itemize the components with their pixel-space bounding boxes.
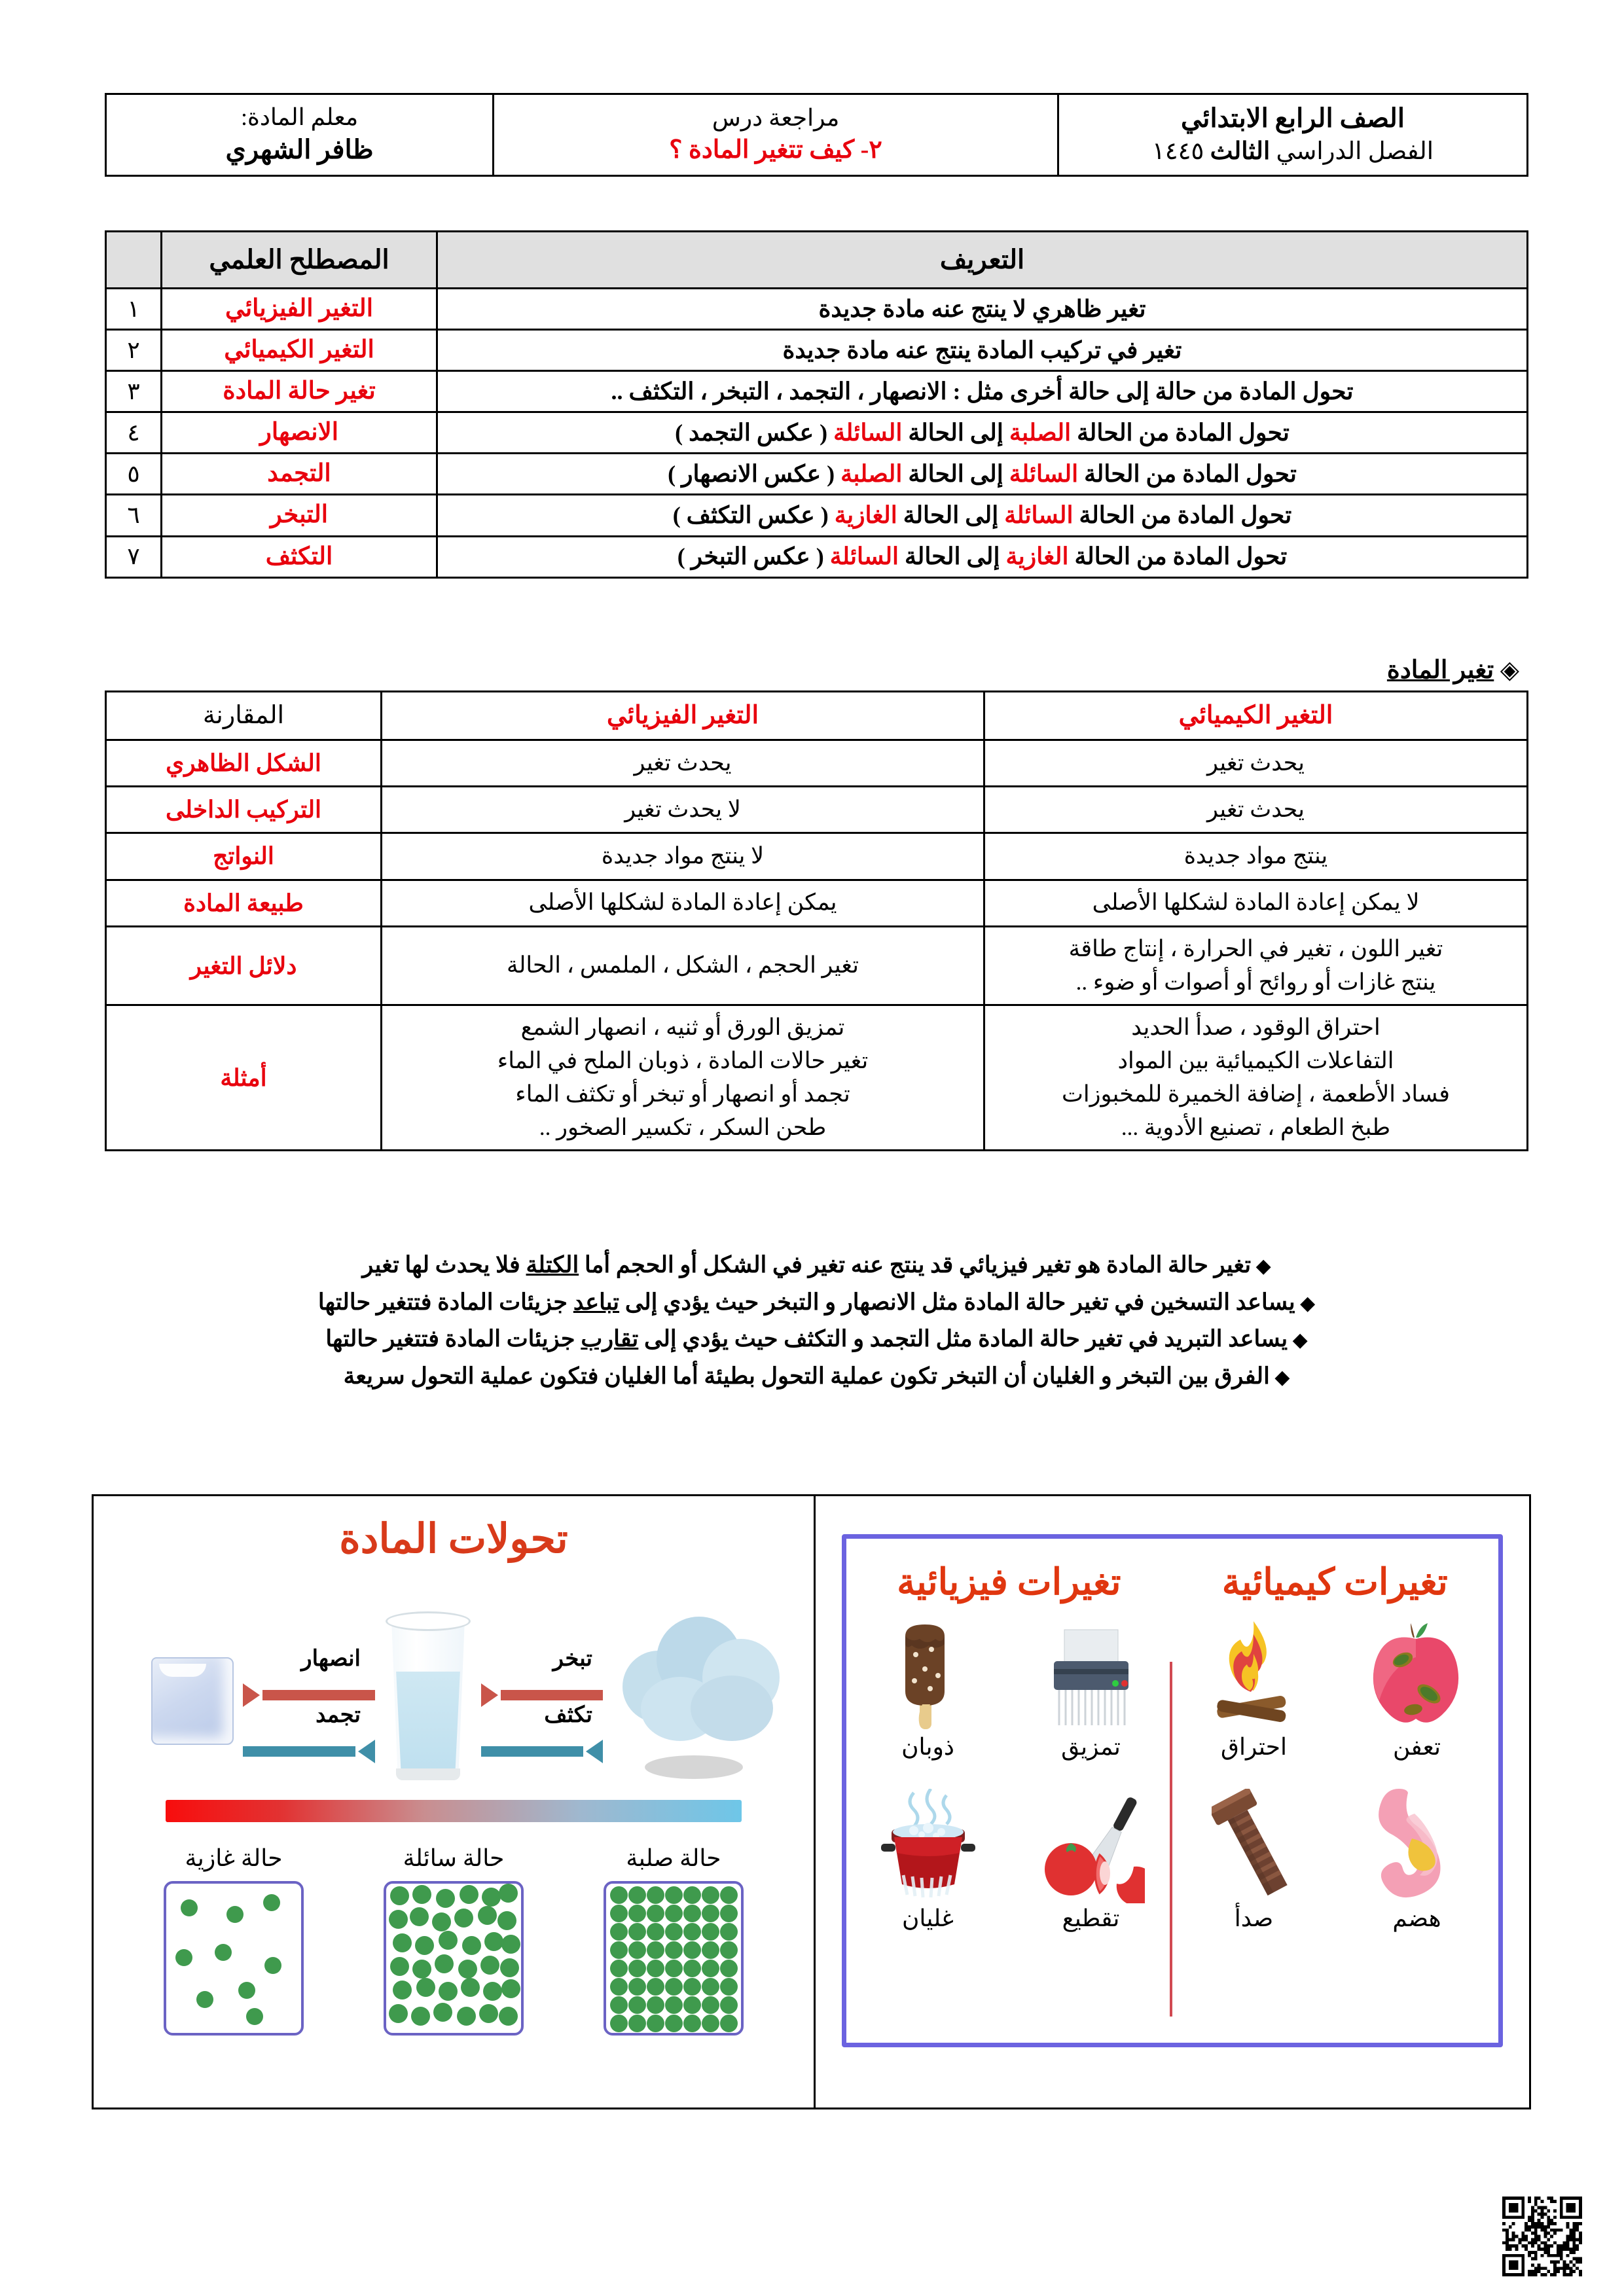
physical-change-cell: يحدث تغير <box>382 740 984 787</box>
particle-dot <box>500 1958 519 1977</box>
poster-item-caption: احتراق <box>1221 1734 1287 1760</box>
particle-dot <box>393 1981 412 2000</box>
transformations-title: تحولات المادة <box>339 1517 568 1562</box>
particle-dot <box>435 1954 454 1973</box>
particle-dot <box>458 1960 477 1979</box>
chemical-change-cell: ينتج مواد جديدة <box>984 833 1528 880</box>
ice-cube-icon <box>151 1657 234 1745</box>
term-definition-cell: تحول المادة من حالة إلى حالة أخرى مثل : الانصهار ، التجمد ، التبخر ، التكثف .. <box>437 371 1528 412</box>
note-line: ◆ يساعد التبريد في تغير حالة المادة مثل التجمد و التكثف حيث يؤدي إلى تقارب جزيئات المادة فتتغير حالتها <box>325 1326 1308 1352</box>
particle-dot <box>497 1911 516 1930</box>
state-label: حالة صلبة <box>626 1845 721 1871</box>
temperature-gradient-bar <box>166 1800 742 1822</box>
state-column <box>384 1844 524 2036</box>
poster-item-caption: غليان <box>901 1905 954 1931</box>
arrow-condensation <box>481 1703 603 1768</box>
term-name-cell: التبخر <box>162 495 437 536</box>
particle-dot <box>482 1888 501 1907</box>
comparison-label-cell: النواتج <box>106 833 382 880</box>
particle-dot <box>702 1923 719 1941</box>
particle-dot <box>720 1941 738 1959</box>
section-caption-text: تغير المادة <box>1386 656 1494 684</box>
arrow-label-freezing: تجمد <box>316 1703 361 1727</box>
table-row <box>106 412 1528 454</box>
particle-dot <box>462 1936 481 1955</box>
comparison-label-cell: طبيعة المادة <box>106 880 382 926</box>
comparison-head <box>106 692 1528 740</box>
terms-table-body <box>106 289 1528 578</box>
particle-dot <box>454 1909 473 1928</box>
table-row <box>106 926 1528 1005</box>
particle-dot <box>720 1978 738 1996</box>
particle-dot <box>238 1982 255 1999</box>
particle-dot <box>665 1923 683 1941</box>
particle-dot <box>390 1957 409 1976</box>
note-line: ◆ يساعد التسخين في تغير حالة المادة مثل الانصهار و التبخر حيث يؤدي إلى تباعد جزيئات المادة فتتغير حالتها <box>317 1289 1316 1315</box>
particle-dot <box>264 1957 281 1974</box>
particle-dot <box>389 2004 408 2023</box>
particle-dot <box>610 1996 628 2014</box>
particle-dot <box>610 1978 628 1996</box>
particle-dot <box>683 1923 701 1941</box>
particle-dot <box>501 1935 520 1954</box>
term-definition-cell: تحول المادة من الحالة الصلبة إلى الحالة السائلة ( عكس التجمد ) <box>437 412 1528 454</box>
particle-dot <box>460 1885 478 1904</box>
particle-dot <box>480 1956 499 1975</box>
term-definition-cell: تحول المادة من الحالة السائلة إلى الحالة الصلبة ( عكس الانصهار ) <box>437 454 1528 495</box>
particle-dot <box>610 2015 628 2032</box>
header-lesson-cell <box>494 94 1058 176</box>
teacher-label: معلم المادة: <box>240 103 359 130</box>
teacher-name: ظافر الشهري <box>225 135 374 165</box>
lesson-title: ٢- كيف تتغير المادة ؟ <box>669 136 882 164</box>
col-header-physical-change: التغير الفيزيائي <box>382 692 984 740</box>
particle-dot <box>410 1907 429 1926</box>
particle-dot <box>432 1912 451 1931</box>
particle-dot <box>720 1905 738 1922</box>
particle-dot <box>647 1960 664 1977</box>
bullet-icon: ◆ <box>1269 1367 1290 1389</box>
particle-dot <box>683 1905 701 1922</box>
term-name-cell: التكثف <box>162 536 437 577</box>
header-grade-cell <box>1058 94 1527 176</box>
particle-dot <box>647 1978 664 1996</box>
particle-dot <box>665 2015 683 2032</box>
term-definition-cell: تغير ظاهري لا ينتج عنه مادة جديدة <box>437 289 1528 330</box>
poster-half-chemical <box>1172 1613 1498 1956</box>
figure-transformations-cell <box>93 1496 815 2109</box>
particle-dot <box>628 1960 646 1977</box>
shredder-icon <box>1009 1613 1172 1732</box>
particle-dot <box>628 2015 646 2032</box>
particle-dot <box>702 1960 719 1977</box>
arrow-freezing <box>243 1703 375 1768</box>
comparison-table <box>105 691 1528 1151</box>
poster-item <box>1335 1784 1498 1956</box>
col-header-number <box>106 232 162 289</box>
poster-heading-chemical: تغيرات كيميائية <box>1221 1562 1448 1603</box>
bullet-icon: ◆ <box>1288 1329 1308 1352</box>
state-column <box>604 1844 744 2036</box>
transformations-diagram <box>94 1579 814 1795</box>
state-label: حالة غازية <box>185 1845 283 1871</box>
chemical-change-cell: لا يمكن إعادة المادة لشكلها الأصلى <box>984 880 1528 926</box>
comparison-header-row <box>106 692 1528 740</box>
arrow-label-melting: انصهار <box>301 1647 361 1671</box>
particle-dot <box>499 2007 518 2026</box>
term-name-cell: تغير حالة المادة <box>162 371 437 412</box>
comparison-body <box>106 740 1528 1151</box>
state-particle-box <box>604 1881 744 2036</box>
particle-dot <box>389 1910 408 1929</box>
table-row <box>106 740 1528 787</box>
bullet-icon: ◆ <box>1295 1292 1316 1314</box>
notes-list <box>105 1247 1528 1395</box>
water-glass-icon <box>388 1617 468 1776</box>
col-header-chemical-change: التغير الكيميائي <box>984 692 1528 740</box>
particle-dot <box>720 1923 738 1941</box>
table-row <box>106 371 1528 412</box>
knife-tomato-icon <box>1009 1784 1172 1903</box>
table-row <box>106 495 1528 536</box>
col-header-definition: التعريف <box>437 232 1528 289</box>
stomach-icon <box>1335 1784 1498 1903</box>
poster-item-caption: ذوبان <box>901 1734 954 1760</box>
particle-dot <box>416 1978 435 1997</box>
poster-item <box>846 1784 1009 1956</box>
physical-change-cell: تغير الحجم ، الشكل ، الملمس ، الحالة <box>382 926 984 1005</box>
term-definition-cell: تحول المادة من الحالة الغازية إلى الحالة السائلة ( عكس التبخر ) <box>437 536 1528 577</box>
particle-dot <box>647 1996 664 2014</box>
table-row <box>106 454 1528 495</box>
physical-change-cell: لا يحدث تغير <box>382 787 984 833</box>
particle-dot <box>702 1905 719 1922</box>
row-number-cell: ٥ <box>106 454 162 495</box>
particle-dot <box>499 1884 518 1903</box>
table-row <box>106 289 1528 330</box>
states-of-matter-row <box>94 1844 814 2036</box>
poster-item <box>1172 1613 1335 1784</box>
particle-dot <box>628 1886 646 1904</box>
particle-dot <box>683 1996 701 2014</box>
col-header-comparison: المقارنة <box>106 692 382 740</box>
table-row <box>106 330 1528 371</box>
ice-cream-icon <box>846 1613 1009 1732</box>
particle-dot <box>412 1885 431 1904</box>
col-header-term: المصطلح العلمي <box>162 232 437 289</box>
figures-row <box>93 1496 1530 2109</box>
particle-dot <box>647 1905 664 1922</box>
particle-dot <box>665 1905 683 1922</box>
particle-dot <box>412 1960 431 1979</box>
term-label <box>1068 136 1517 168</box>
particle-dot <box>226 1906 244 1923</box>
row-number-cell: ١ <box>106 289 162 330</box>
header-teacher-cell <box>106 94 494 176</box>
poster-item <box>1335 1613 1498 1784</box>
particle-dot <box>665 1996 683 2014</box>
comparison-label-cell: الشكل الظاهري <box>106 740 382 787</box>
state-particle-box <box>384 1881 524 2036</box>
term-prefix: الفصل الدراسي <box>1276 137 1434 165</box>
term-year: ١٤٤٥ <box>1151 137 1204 165</box>
particle-dot <box>647 2015 664 2032</box>
poster-item-caption: تعفن <box>1392 1734 1441 1760</box>
particle-dot <box>665 1886 683 1904</box>
particle-dot <box>610 1905 628 1922</box>
particle-dot <box>720 1960 738 1977</box>
particle-dot <box>246 2008 263 2025</box>
note-line: ◆ تغير حالة المادة هو تغير فيزيائي قد ينتج عنه تغير في الشكل أو الحجم أما الكتلة فلا يحدث لها تغير <box>362 1252 1271 1278</box>
comparison-label-cell: دلائل التغير <box>106 926 382 1005</box>
particle-dot <box>628 1923 646 1941</box>
particle-dot <box>647 1923 664 1941</box>
figure-changes-poster-cell <box>815 1496 1530 2109</box>
comparison-label-cell: التركيب الداخلى <box>106 787 382 833</box>
scientific-terms-table <box>105 230 1528 579</box>
poster-item <box>1172 1784 1335 1956</box>
physical-change-cell: يمكن إعادة المادة لشكلها الأصلى <box>382 880 984 926</box>
particle-dot <box>610 1886 628 1904</box>
physical-change-cell: لا ينتج مواد جديدة <box>382 833 984 880</box>
particle-dot <box>683 2015 701 2032</box>
particle-dot <box>610 1923 628 1941</box>
particle-dot <box>461 1978 480 1997</box>
particle-dot <box>720 2015 738 2032</box>
state-column <box>164 1844 304 2036</box>
particle-dot <box>702 1941 719 1959</box>
term-name-cell: التجمد <box>162 454 437 495</box>
physical-change-cell: تمزيق الورق أو ثنيه ، انصهار الشمع تغير حالات المادة ، ذوبان الملح في الماء تجمد أو انصهار أو تبخر أو تكثف الماء طحن السكر ، تكسير الصخور .. <box>382 1005 984 1151</box>
rotten-apple-icon <box>1335 1613 1498 1732</box>
poster-item <box>1009 1613 1172 1784</box>
particle-dot <box>702 1996 719 2014</box>
term-name: الثالث <box>1210 137 1271 165</box>
arrow-label-condensation: تكثف <box>544 1703 592 1727</box>
row-number-cell: ٧ <box>106 536 162 577</box>
poster-heading-physical: تغيرات فيزيائية <box>897 1562 1121 1603</box>
state-label: حالة سائلة <box>403 1845 505 1871</box>
particle-dot <box>628 1941 646 1959</box>
figures-table <box>92 1494 1531 2109</box>
cloud-icon <box>611 1605 780 1749</box>
chemical-change-cell: يحدث تغير <box>984 740 1528 787</box>
poster-item-caption: تقطيع <box>1062 1905 1120 1931</box>
particle-dot <box>647 1941 664 1959</box>
campfire-icon <box>1172 1613 1335 1732</box>
particle-dot <box>665 1941 683 1959</box>
term-name-cell: التغير الفيزيائي <box>162 289 437 330</box>
particle-dot <box>665 1960 683 1977</box>
term-name-cell: التغير الكيميائي <box>162 330 437 371</box>
particle-dot <box>439 1931 458 1950</box>
review-label: مراجعة درس <box>712 104 840 131</box>
arrow-label-evaporation: تبخر <box>552 1647 592 1671</box>
row-number-cell: ٤ <box>106 412 162 454</box>
particle-dot <box>628 1905 646 1922</box>
table-row <box>106 787 1528 833</box>
particle-dot <box>720 1886 738 1904</box>
particle-dot <box>196 1991 213 2008</box>
poster-half-physical <box>846 1613 1172 1956</box>
particle-dot <box>683 1886 701 1904</box>
particle-dot <box>702 1886 719 1904</box>
poster-item-caption: تمزيق <box>1061 1734 1121 1760</box>
chemical-change-cell: تغير اللون ، تغير في الحرارة ، إنتاج طاقة ينتج غازات أو روائح أو أصوات أو ضوء .. <box>984 926 1528 1005</box>
particle-dot <box>647 1886 664 1904</box>
particle-dot <box>457 2007 476 2026</box>
particle-dot <box>411 2007 430 2026</box>
comparison-label-cell: أمثلة <box>106 1005 382 1151</box>
particle-dot <box>436 1889 455 1908</box>
particle-dot <box>628 1978 646 1996</box>
state-particle-box <box>164 1881 304 2036</box>
cloud-shadow <box>645 1755 743 1779</box>
term-definition-cell: تحول المادة من الحالة السائلة إلى الحالة الغازية ( عكس التكثف ) <box>437 495 1528 536</box>
table-row <box>106 880 1528 926</box>
particle-dot <box>433 2003 452 2022</box>
term-definition-cell: تغير في تركيب المادة ينتج عنه مادة جديدة <box>437 330 1528 371</box>
diamond-bullet-icon: ◈ <box>1500 656 1519 684</box>
poster-item <box>846 1613 1009 1784</box>
particle-dot <box>683 1941 701 1959</box>
particle-dot <box>665 1978 683 1996</box>
particle-dot <box>390 1886 409 1905</box>
row-number-cell: ٢ <box>106 330 162 371</box>
poster-grid <box>846 1613 1498 1956</box>
particle-dot <box>720 1996 738 2014</box>
section-caption <box>1387 655 1519 685</box>
particle-dot <box>415 1936 434 1955</box>
particle-dot <box>702 1978 719 1996</box>
particle-dot <box>175 1949 192 1966</box>
poster-item-caption: هضم <box>1392 1905 1441 1931</box>
poster-item <box>1009 1784 1172 1956</box>
term-name-cell: الانصهار <box>162 412 437 454</box>
particle-dot <box>683 1960 701 1977</box>
particle-dot <box>439 1982 458 2001</box>
poster-headings <box>846 1539 1498 1604</box>
terms-table-head <box>106 232 1528 289</box>
particle-dot <box>628 1996 646 2014</box>
bullet-icon: ◆ <box>1251 1255 1271 1277</box>
row-number-cell: ٣ <box>106 371 162 412</box>
boiling-pot-icon <box>846 1784 1009 1903</box>
particle-dot <box>683 1978 701 1996</box>
table-row <box>106 536 1528 577</box>
particle-dot <box>483 1982 502 2001</box>
particle-dot <box>393 1933 412 1952</box>
particle-dot <box>215 1944 232 1961</box>
particle-dot <box>478 1906 497 1925</box>
table-row <box>106 833 1528 880</box>
grade-label: الصف الرابع الابتدائي <box>1180 103 1405 133</box>
rusty-bolt-icon <box>1172 1784 1335 1903</box>
changes-poster <box>842 1534 1503 2047</box>
terms-header-row <box>106 232 1528 289</box>
particle-dot <box>263 1894 280 1911</box>
particle-dot <box>610 1941 628 1959</box>
row-number-cell: ٦ <box>106 495 162 536</box>
particle-dot <box>501 1979 520 1998</box>
chemical-change-cell: احتراق الوقود ، صدأ الحديد التفاعلات الكيميائية بين المواد فساد الأطعمة ، إضافة الخميرة للمخبوزات طبخ الطعام ، تصنيع الأدوية ... <box>984 1005 1528 1151</box>
chemical-change-cell: يحدث تغير <box>984 787 1528 833</box>
particle-dot <box>479 2004 498 2023</box>
header-table <box>105 93 1528 177</box>
particle-dot <box>484 1932 503 1951</box>
note-line: ◆ الفرق بين التبخر و الغليان أن التبخر تكون عملية التحول بطيئة أما الغليان فتكون عملية التحول سريعة <box>343 1363 1290 1390</box>
qr-code[interactable] <box>1502 2197 1582 2276</box>
header-row <box>106 94 1528 176</box>
particle-dot <box>181 1899 198 1916</box>
particle-dot <box>610 1960 628 1977</box>
poster-item-caption: صدأ <box>1234 1905 1274 1931</box>
table-row <box>106 1005 1528 1151</box>
particle-dot <box>702 2015 719 2032</box>
